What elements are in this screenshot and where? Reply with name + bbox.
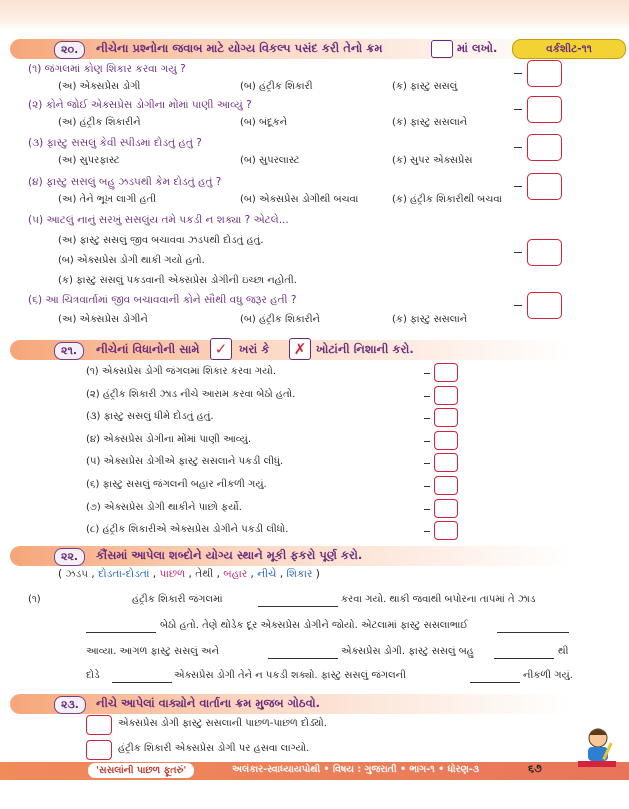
- true-false-box[interactable]: [434, 431, 458, 450]
- section-number: ૨૧.: [54, 342, 84, 360]
- para-text: કરવા ગયો. થાકી જવાથી બપોરના તાપમાં તે ઝાડ: [341, 594, 536, 605]
- answer-box[interactable]: [527, 173, 562, 200]
- section-23-header: [10, 694, 618, 714]
- fill-blank[interactable]: [86, 632, 156, 633]
- answer-dash: [514, 73, 522, 74]
- fill-blank[interactable]: [258, 606, 338, 607]
- word-separator: ,: [250, 568, 254, 580]
- section-title: નીચે આપેલાં વાક્યોને વાર્તાના ક્રમ મુજબ ગોઠવો.: [96, 696, 321, 710]
- section-number: ૨૨.: [54, 548, 85, 566]
- footer-book-info: અલંકાર-સ્વાધ્યાયપોથી • વિષય : ગુજરાતી • ભાગ-૧ • ધોરણ-૩: [232, 764, 480, 775]
- order-box[interactable]: [86, 715, 112, 735]
- word-separator: ,: [91, 568, 95, 580]
- answer-dash: [514, 109, 522, 110]
- option-c: (ક) ફાસ્ટુ સસલું: [392, 81, 458, 92]
- question-text: (૪) ફાસ્ટુ સસલું બહુ ઝડપથી કેમ દોડતું હતું ?: [28, 176, 222, 188]
- option-a: (અ) હંટ્રીક શિકારીને: [58, 117, 141, 128]
- para-text: થી: [558, 646, 569, 657]
- statement: (૨) હંટ્રીક શિકારી ઝાડ નીચે આરામ કરવા બેઠો હતો.: [86, 388, 296, 400]
- option-b: (બ) એક્સપ્રેસ ડોગીથી બચવા: [240, 194, 359, 205]
- fill-blank[interactable]: [497, 632, 569, 633]
- true-false-box[interactable]: [434, 453, 458, 472]
- section-number: ૨૦.: [54, 41, 85, 59]
- order-item: હંટ્રીક શિકારી એક્સપ્રેસ ડોગી પર હસવા લાગ્યો.: [118, 743, 310, 754]
- word-separator: ,: [188, 568, 192, 580]
- para-text: એક્સપ્રેસ ડોગી. ફાસ્ટુ સસલું બહુ: [341, 646, 474, 657]
- para-text: નીકળી ગયું.: [523, 670, 573, 681]
- answer-dash: [514, 252, 522, 253]
- answer-dash: [514, 147, 522, 148]
- question-text: (૩) ફાસ્ટુ સસલું કેવી સ્પીડમાં દોડતું હતું ?: [28, 137, 202, 149]
- answer-box[interactable]: [527, 134, 562, 161]
- option-c: (ક) ફાસ્ટુ સસલાને: [392, 117, 468, 128]
- answer-dash: [424, 463, 430, 464]
- true-false-box[interactable]: [434, 499, 458, 518]
- section-number: ૨૩.: [54, 696, 86, 714]
- true-false-box[interactable]: [434, 408, 458, 427]
- question-text: (૫) આટલું નાનું સરખું સસલુંય તમે પકડી ન શક્યા ? એટલે...: [28, 214, 289, 226]
- word-bank-word: ઝડપ: [65, 568, 89, 580]
- fill-blank[interactable]: [494, 658, 554, 659]
- word-bank-word: શિકાર: [286, 568, 313, 580]
- option-c: (ક) ફાસ્ટુ સસલાને: [392, 314, 468, 325]
- fill-blank[interactable]: [268, 658, 338, 659]
- cross-icon: ✗: [289, 338, 311, 360]
- question-text: (૬) આ ચિત્રવાર્તામાં જીવ બચાવવાની કોને સૌથી વધુ જરૂર હતી ?: [28, 294, 297, 306]
- section-title: નીચેનાં વિધાનોની સામે: [96, 342, 200, 356]
- answer-dash: [424, 531, 430, 532]
- question-text: (૧) જંગલમાં કોણ શિકાર કરવા ગયું ?: [28, 63, 186, 75]
- answer-dash: [424, 509, 430, 510]
- section-title: નીચેના પ્રશ્નોના જવાબ માટે યોગ્ય વિકલ્પ પસંદ કરી તેનો ક્રમ: [96, 41, 383, 55]
- statement: (૬) ફાસ્ટુ સસલું જંગલની બહાર નીકળી ગયું.: [86, 479, 267, 490]
- answer-dash: [514, 186, 522, 187]
- answer-dash: [424, 486, 430, 487]
- order-item: એક્સપ્રેસ ડોગી ફાસ્ટુ સસલાની પાછળ-પાછળ દોડ્યો.: [118, 718, 327, 729]
- question-text: (૨) કોને જોઈ એક્સપ્રેસ ડોગીના મોંમાં પાણી આવ્યું ?: [28, 99, 252, 111]
- para-text: એક્સપ્રેસ ડોગી તેને ન પકડી શક્યો. ફાસ્ટુ સસલું જંગલની: [174, 670, 406, 681]
- statement: (૩) ફાસ્ટુ સસલું ધીમે દોડતું હતું.: [86, 411, 214, 423]
- word-separator: ,: [279, 568, 284, 580]
- answer-dash: [424, 418, 430, 419]
- para-number: (૧): [28, 594, 41, 605]
- word-bank-word: નીચે: [257, 568, 277, 580]
- option-b: (બ) એક્સપ્રેસ ડોગી થાકી ગયો હતો.: [58, 255, 205, 266]
- word-bank-word: તેથી: [195, 568, 214, 580]
- option-c: (ક) સુપર એક્સપ્રેસ: [392, 155, 473, 166]
- answer-dash: [424, 396, 430, 397]
- word-bank-word: બહાર: [223, 568, 248, 580]
- answer-dash: [424, 441, 430, 442]
- footer-story-title: 'સસલાંની પાછળ ફૂતરું': [88, 763, 194, 778]
- option-a: (અ) એક્સપ્રેસ ડોગીને: [58, 314, 148, 325]
- section-21-header: [10, 340, 618, 360]
- option-b: (બ) બંદૂકને: [240, 117, 288, 128]
- child-writing-icon: [576, 726, 618, 776]
- statement: (૫) એક્સપ્રેસ ડોગીએ ફાસ્ટુ સસલાને પકડી લીધું.: [86, 456, 284, 468]
- word-separator: ,: [216, 568, 220, 580]
- section-title-false: ખોટાંની નિશાની કરો.: [316, 342, 414, 356]
- answer-dash: [424, 373, 430, 374]
- option-b: (બ) હંટ્રીક શિકારી: [240, 81, 313, 92]
- statement: (૮) હંટ્રીક શિકારીએ એક્સપ્રેસ ડોગીને પકડી લીધો.: [86, 524, 289, 536]
- option-a: (અ) સુપરફાસ્ટ: [58, 155, 120, 166]
- answer-box[interactable]: [527, 96, 562, 123]
- word-bank-word: દોડતાં-દોડતાં: [98, 568, 150, 580]
- page-number: ૬૭: [528, 762, 542, 775]
- option-c: (ક) હંટ્રીક શિકારીથી બચવા: [392, 194, 502, 205]
- true-false-box[interactable]: [434, 386, 458, 405]
- true-false-box[interactable]: [434, 521, 458, 540]
- fill-blank[interactable]: [112, 682, 172, 683]
- word-bank-word: પાછળ: [159, 568, 186, 580]
- top-band: [0, 0, 629, 30]
- option-b: (બ) સુપરલાસ્ટ: [240, 155, 300, 166]
- answer-box[interactable]: [527, 292, 562, 319]
- true-false-box[interactable]: [434, 476, 458, 495]
- para-text: દોડે: [86, 670, 100, 681]
- option-a: (અ) ફાસ્ટુ સસલું જીવ બચાવવા ઝડપથી દોડતું હતું.: [58, 235, 264, 246]
- order-box[interactable]: [86, 740, 112, 760]
- word-bank-close: ): [315, 568, 320, 580]
- answer-dash: [514, 305, 522, 306]
- statement: (૪) એક્સપ્રેસ ડોગીના મોંમાં પાણી આવ્યું.: [86, 433, 252, 445]
- tick-icon: ✓: [210, 338, 232, 360]
- answer-box[interactable]: [527, 60, 562, 87]
- section-22-header: [10, 546, 618, 566]
- statement: (૧) એક્સપ્રેસ ડોગી જંગલમાં શિકાર કરવા ગયો.: [86, 366, 277, 377]
- option-a: (અ) તેને ભૂખ લાગી હતી: [58, 194, 157, 205]
- statement: (૭) એક્સપ્રેસ ડોગી થાકીને પાછો ફર્યો.: [86, 501, 242, 513]
- para-text: બેઠો હતો. તેણે થોડેક દૂર એક્સપ્રેસ ડોગીને જોયો. એટલામાં ફાસ્ટુ સસલાભાઈ: [160, 620, 468, 631]
- section-title-true: ખરાં કે: [239, 342, 270, 356]
- word-bank: [58, 568, 320, 581]
- fill-blank[interactable]: [470, 682, 520, 683]
- section-title-end: માં લખો.: [457, 41, 498, 55]
- option-c: (ક) ફાસ્ટુ સસલું પકડવાની એક્સપ્રેસ ડોગીની ઇચ્છા નહોતી.: [58, 275, 297, 286]
- section-title: કૌંસમાં આપેલા શબ્દોને યોગ્ય સ્થાને મૂકી ફકરો પૂર્ણ કરો.: [96, 548, 363, 562]
- answer-box-icon: [431, 40, 453, 58]
- option-b: (બ) હંટ્રીક શિકારીને: [240, 314, 321, 325]
- word-bank-open: (: [58, 568, 63, 580]
- para-text: આવ્યા. આગળ ફાસ્ટુ સસલું અને: [86, 646, 220, 657]
- true-false-box[interactable]: [434, 363, 458, 382]
- para-text: હંટ્રીક શિકારી જંગલમાં: [132, 594, 223, 605]
- answer-box[interactable]: [527, 239, 562, 266]
- option-a: (અ) એક્સપ્રેસ ડોગી: [58, 81, 141, 92]
- word-separator: ,: [152, 568, 157, 580]
- worksheet-badge: વર્કશીટ-૧૧: [512, 39, 626, 59]
